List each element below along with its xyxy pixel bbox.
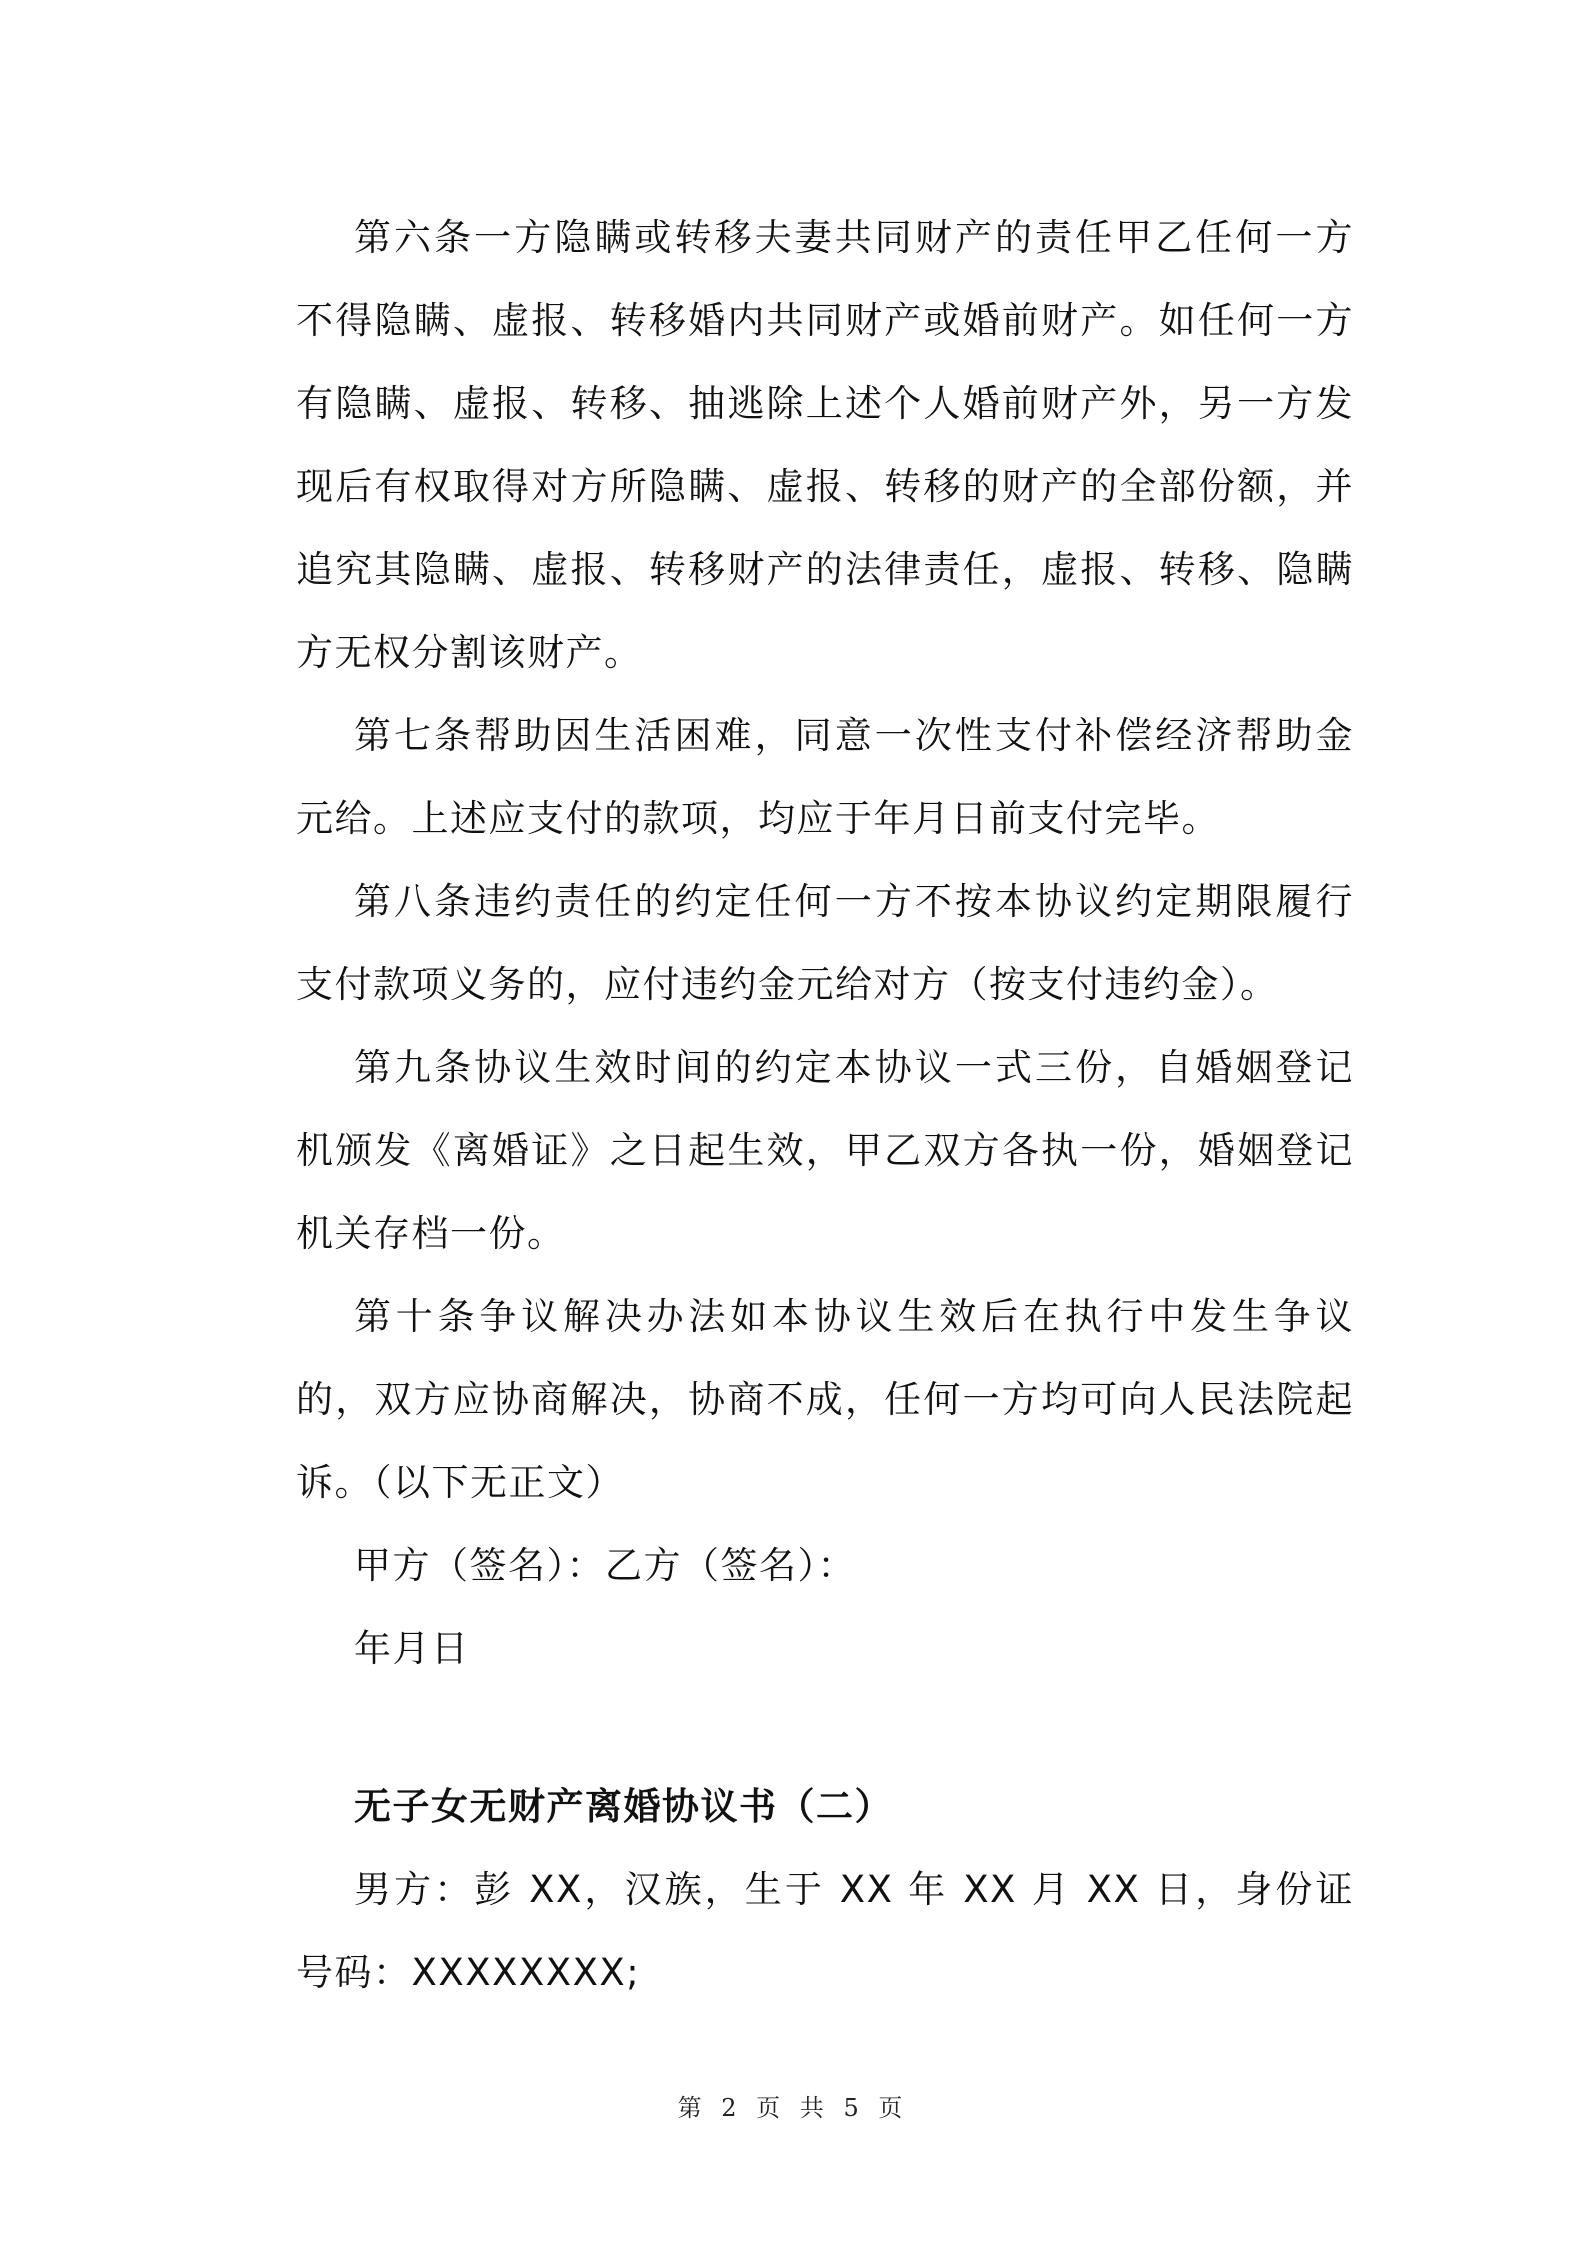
page-number-footer: 第 2 页 共 5 页 — [677, 2094, 909, 2122]
date-line: 年月日 — [354, 1627, 470, 1670]
article-6-paragraph: 第六条一方隐瞒或转移夫妻共同财产的责任甲乙任何一方不得隐瞒、虚报、转移婚内共同财产或婚前财产。如任何一方有隐瞒、虚报、转移、抽逃除上述个人婚前财产外，另一方发现后有权取得对方所隐瞒、虚报、转移的财产的全部份额，并追究其隐瞒、虚报、转移财产的法律责任，虚报、转移、隐瞒方无权分割该财产。 — [296, 216, 1354, 674]
article-9-paragraph: 第九条协议生效时间的约定本协议一式三份，自婚姻登记机颁发《离婚证》之日起生效，甲乙双方各执一份，婚姻登记机关存档一份。 — [296, 1046, 1354, 1255]
article-7-paragraph: 第七条帮助因生活困难，同意一次性支付补偿经济帮助金元给。上述应支付的款项，均应于年月日前支付完毕。 — [296, 714, 1354, 840]
article-8-paragraph: 第八条违约责任的约定任何一方不按本协议约定期限履行支付款项义务的，应付违约金元给对方（按支付违约金）。 — [296, 880, 1354, 1006]
section-spacer — [296, 1690, 1354, 1765]
party-paragraph: 男方：彭 XX，汉族，生于 XX 年 XX 月 XX 日，身份证号码：XXXXXXXX; — [296, 1868, 1354, 1994]
section-title: 无子女无财产离婚协议书（二） — [354, 1785, 893, 1828]
article-10-paragraph: 第十条争议解决办法如本协议生效后在执行中发生争议的，双方应协商解决，协商不成，任何一方均可向人民法院起诉。（以下无正文） — [296, 1295, 1354, 1504]
document-body — [296, 196, 1354, 2014]
signature-line: 甲方（签名）：乙方（签名）： — [354, 1544, 856, 1587]
